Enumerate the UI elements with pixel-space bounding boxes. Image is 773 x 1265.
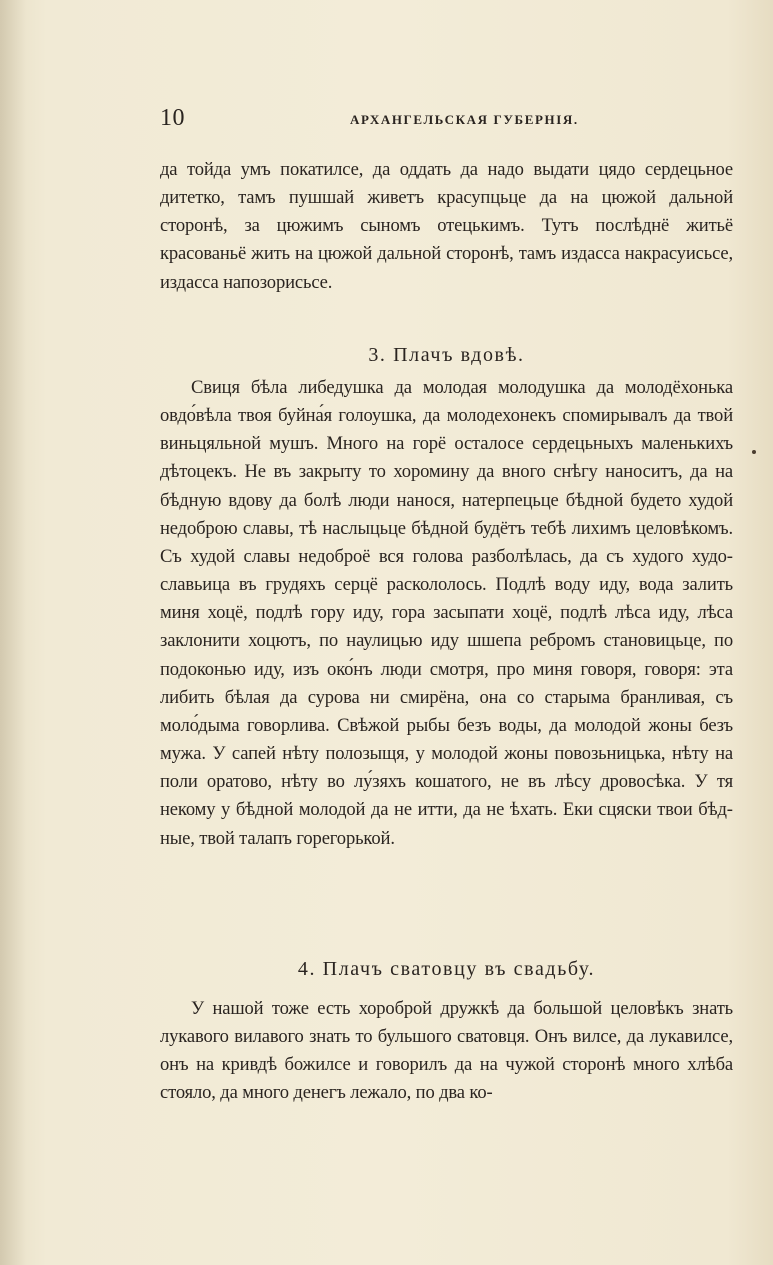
page-gutter-shadow bbox=[0, 0, 26, 1265]
section-text-widow-lament: Свиця бѣла либедушка да молодая молодушка да молодёхонька овдо́вѣла твоя буйна́я голоушка, да молодехонекъ спомирывалъ да твой виньцяльной мушъ. Много на горё осталосе сердецьныхъ маленькихъ дѣтоцекъ. Не въ закрыту то хоромину да вного снѣгу наноситъ, да на бѣдную вдову да болѣ люди нанося, натерпецьце бѣдной будето худой недоброю славы, тѣ наслыцьце бѣдной будётъ тебѣ лихимъ целовѣкомъ. Съ худой славы недоброё вся голова разболѣлась, да съ худого худославьица въ грудяхъ серцё раскололось. Подлѣ воду иду, вода залить миня хоцё, подлѣ гору иду, гора засыпати хоцё, подлѣ лѣса иду, лѣса заклонити хоцютъ, по наулицью иду шшепа ребромъ становицьце, по подоконью иду, изъ око́нъ люди смотря, про миня говоря, говоря: эта либить бѣлая да сурова ни смирёна, она со старыма бранливая, съ моло́дыма говорлива. Свѣжой рыбы безъ воды, да молодой жоны безъ мужа. У сапей нѣту полозыщя, у молодой жоны повозьницька, нѣту на поли оратово, нѣту во лу́зяхъ кошатого, не въ лѣсу дровосѣка. У тя некому у бѣдной молодой да не итти, да не ѣхать. Еки сцяски твои бѣдные, твой талапъ горегорькой. bbox=[160, 377, 733, 849]
opening-paragraph: да тойда умъ покатилсе, да оддать да надо выдати цядо сердецьное дитетко, тамъ пушшай живетъ красупцьце да на цюжой дальной сторонѣ, за цюжимъ сыномъ отецькимъ. Тутъ послѣднё житьё красованьё жить на цюжой дальной сторонѣ, тамъ издасса накрасуисьсе, издасса напозорисьсе. bbox=[160, 159, 733, 293]
section-title-widow-lament: 3. Плачъ вдовѣ. bbox=[368, 344, 525, 366]
margin-ink-dot bbox=[752, 450, 756, 454]
section-text-matchmaker-lament: У нашой тоже есть хороброй дружкѣ да большой целовѣкъ знать лукавого вилавого знать то бульшого сватовця. Онъ вилсе, да лукавилсе, онъ на кривдѣ божилсе и говорилъ да на чужой сторонѣ много хлѣба стояло, да много денегъ лежало, по два ко- bbox=[160, 998, 733, 1104]
running-header bbox=[160, 103, 740, 137]
page-number: 10 bbox=[160, 105, 185, 131]
running-header-title: АРХАНГЕЛЬСКАЯ ГУБЕРНІЯ. bbox=[350, 112, 579, 127]
section-title-matchmaker-lament: 4. Плачъ сватовцу въ свадьбу. bbox=[297, 958, 596, 980]
